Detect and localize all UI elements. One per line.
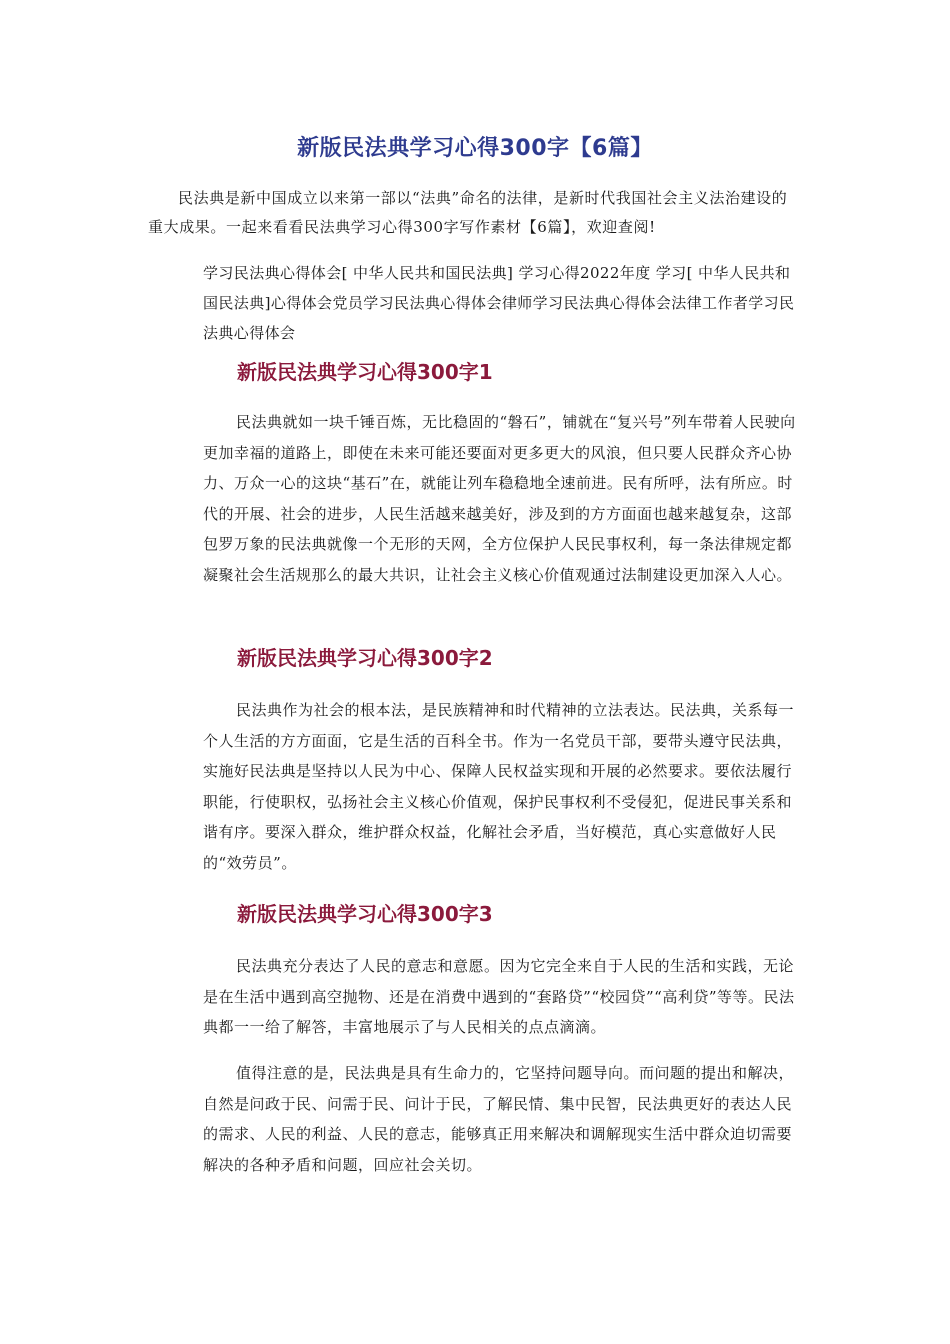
intro-paragraph: 民法典是新中国成立以来第一部以“法典”命名的法律，是新时代我国社会主义法治建设的重大成果。一起来看看民法典学习心得300字写作素材【6篇】，欢迎查阅!: [148, 189, 788, 236]
section-1-paragraph-1: 民法典就如一块千锤百炼，无比稳固的“磐石”，铺就在“复兴号”列车带着人民驶向更加幸福的道路上，即使在未来可能还要面对更多更大的风浪，但只要人民群众齐心协力、万众一心的这块“基石”在，就能让列车稳稳地全速前进。民有所呼，法有所应。时代的开展、社会的进步，人民生活越来越美好，涉及到的方方面面也越来越复杂，这部包罗万象的民法典就像一个无形的天网，全方位保护人民民事权利，每一条法律规定都凝聚社会生活规那么的最大共识，让社会主义核心价值观通过法制建设更加深入人心。: [203, 413, 796, 584]
section-2-paragraph-1: 民法典作为社会的根本法，是民族精神和时代精神的立法表达。民法典，关系每一个人生活的方方面面，它是生活的百科全书。作为一名党员干部，要带头遵守民法典，实施好民法典是坚持以人民为中心、保障人民权益实现和开展的必然要求。要依法履行职能，行使职权，弘扬社会主义核心价值观，保护民事权利不受侵犯，促进民事关系和谐有序。要深入群众，维护群众权益，化解社会矛盾，当好模范，真心实意做好人民的“效劳员”。: [203, 701, 795, 872]
section-3-paragraph-1: 民法典充分表达了人民的意志和意愿。因为它完全来自于人民的生活和实践，无论是在生活中遇到高空抛物、还是在消费中遇到的“套路贷”“校园贷”“高利贷”等等。民法典都一一给了解答，丰富地展示了与人民相关的点点滴滴。: [203, 957, 795, 1036]
section-heading-2: 新版民法典学习心得300字2: [237, 646, 493, 670]
section-heading-3: 新版民法典学习心得300字3: [237, 902, 493, 926]
related-topics: 学习民法典心得体会[ 中华人民共和国民法典] 学习心得2022年度 学习[ 中华人民共和国民法典]心得体会党员学习民法典心得体会律师学习民法典心得体会法律工作者学习民法典心得体会: [203, 264, 795, 342]
section-3-paragraph-2: 值得注意的是，民法典是具有生命力的，它坚持问题导向。而问题的提出和解决，自然是问政于民、问需于民、问计于民，了解民情、集中民智，民法典更好的表达人民的需求、人民的利益、人民的意志，能够真正用来解决和调解现实生活中群众迫切需要解决的各种矛盾和问题，回应社会关切。: [203, 1064, 795, 1174]
section-heading-1: 新版民法典学习心得300字1: [237, 360, 493, 384]
page-title: 新版民法典学习心得300字【6篇】: [297, 136, 653, 161]
